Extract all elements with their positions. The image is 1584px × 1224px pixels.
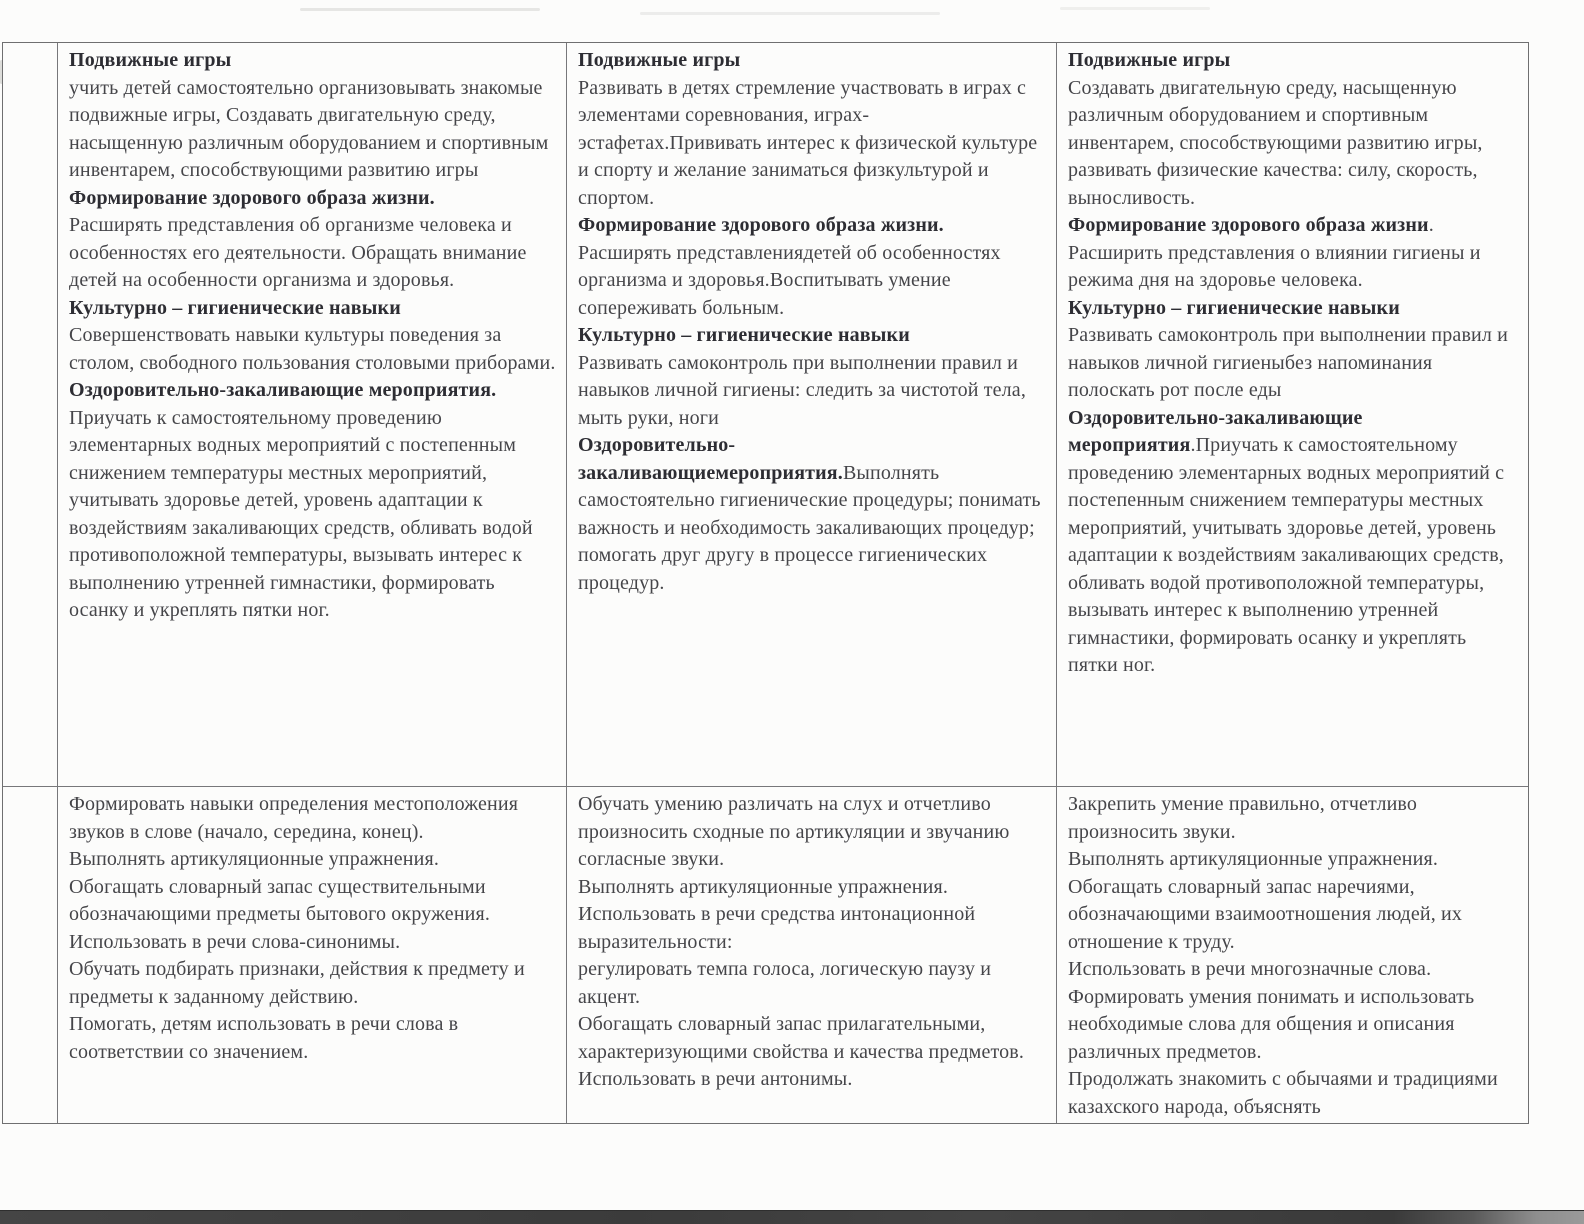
text-run: Продолжать знакомить с обычаями и традициями казахского народа, объяснять [1068, 1068, 1498, 1118]
bold-run: Формирование здорового образа жизни [1068, 214, 1429, 236]
paragraph [1068, 956, 1518, 984]
paragraph [1068, 984, 1518, 1067]
text-run: помогать друг другу в процессе гигиенических процедур. [578, 544, 988, 594]
paragraph [578, 874, 1046, 902]
bold-run: Культурно – гигиенические навыки [578, 324, 910, 346]
bold-run: Формирование здорового образа жизни. [578, 214, 944, 236]
table-cell [567, 43, 1057, 787]
paragraph [578, 240, 1046, 323]
paragraph [69, 874, 556, 929]
paragraph [578, 212, 1046, 240]
paragraph [1068, 295, 1518, 323]
paragraph [1068, 791, 1518, 846]
text-run: Помогать, детям использовать в речи слова в соответствии со значением. [69, 1013, 459, 1063]
text-run: Использовать в речи антонимы. [578, 1068, 853, 1090]
table-cell [567, 787, 1057, 1123]
paragraph [1068, 846, 1518, 874]
bold-run: Оздоровительно-закаливающиемероприятия. [578, 434, 843, 484]
paragraph [578, 1066, 1046, 1094]
bold-run: Формирование здорового образа жизни. [69, 186, 435, 209]
paragraph [578, 956, 1046, 1011]
text-run: . [1428, 214, 1434, 236]
paragraph [1068, 240, 1518, 295]
text-run: Использовать в речи многозначные слова. [1068, 958, 1432, 980]
paragraph [578, 47, 1046, 75]
text-run: Развивать самоконтроль при выполнении правил и навыков личной гигиены: следить за чистотой тела, мыть руки, ноги [578, 351, 1026, 429]
paragraph [69, 295, 556, 323]
paragraph [69, 956, 556, 1011]
text-run: Выполнять артикуляционные упражнения. [69, 848, 440, 870]
paragraph [1068, 322, 1518, 405]
text-run: Использовать в речи средства интонационной выразительности: [578, 903, 976, 953]
paragraph [69, 75, 556, 185]
text-run: регулировать темпа голоса, логическую паузу и акцент. [578, 958, 992, 1008]
text-run: Обогащать словарный запас прилагательными, характеризующими свойства и качества предметов. [578, 1013, 1025, 1063]
text-run: Расширять представления об организме человека и особенностях его деятельности. Обращать внимание детей на особенности организма и здоровья. [69, 214, 527, 291]
bold-run: Оздоровительно-закаливающие мероприятия [1068, 406, 1363, 456]
paragraph [1068, 1066, 1518, 1121]
curriculum-table [2, 42, 1529, 1124]
paragraph [69, 47, 556, 75]
scan-smudge [640, 12, 940, 15]
text-run: Закрепить умение правильно, отчетливо произносить звуки. [1068, 793, 1418, 843]
text-run: Совершенствовать навыки культуры поведения за столом, свободного пользования столовыми приборами. [69, 324, 556, 374]
text-run: Выполнять артикуляционные упражнения. [1068, 848, 1439, 870]
text-run: Выполнять самостоятельно гигиенические процедуры; понимать важность и необходимость закаливающих процедур; [578, 461, 1041, 539]
paragraph [578, 1011, 1046, 1066]
text-run: Обогащать словарный запас наречиями, обозначающими взаимоотношения людей, их отношение к труду. [1068, 875, 1463, 953]
paragraph [1068, 405, 1518, 680]
bold-run: Культурно – гигиенические навыки [1068, 296, 1400, 319]
bold-run: Культурно – гигиенические навыки [69, 296, 401, 319]
paragraph [1068, 874, 1518, 957]
text-run: Обучать умению различать на слух и отчетливо произносить сходные по артикуляции и звучанию согласные звуки. [578, 793, 1010, 870]
text-run: Развивать самоконтроль при выполнении правил и навыков личной гигиеныбез напоминания полоскать рот после еды [1068, 324, 1509, 401]
scan-smudge [300, 8, 540, 11]
text-run: Создавать двигательную среду, насыщенную различным оборудованием и спортивным инвентарем, способствующими развитию игры, развивать физические качества: силу, скорость, выносливость. [1068, 76, 1483, 209]
table-cell [1057, 43, 1528, 787]
paragraph [69, 377, 556, 625]
paragraph [69, 322, 556, 377]
scan-smudge [1060, 7, 1210, 10]
table-cell [58, 787, 567, 1123]
text-run: Выполнять артикуляционные упражнения. [578, 875, 949, 898]
text-run: Обучать подбирать признаки, действия к предмету и предметы к заданному действию. [69, 958, 525, 1008]
text-run: Обогащать словарный запас существительными обозначающими предметы бытового окружения. [69, 875, 491, 925]
gutter-cell [3, 787, 58, 1123]
text-run: Расширять представлениядетей об особенностях организма и здоровья.Воспитывать умение сопереживать больным. [578, 241, 1001, 319]
text-run: .Приучать к самостоятельному проведению элементарных водных мероприятий с постепенным снижением температуры местных мероприятий, учитывать здоровье детей, уровень адаптации к воздействиям закаливающих средств, обливать водой противоположной температуры, вызывать интерес к выполнению утренней гимнастики, формировать осанку и укреплять пятки ног. [1068, 434, 1505, 676]
gutter-cell [3, 43, 58, 787]
paragraph [1068, 212, 1518, 240]
paragraph [578, 791, 1046, 874]
paragraph [578, 542, 1046, 597]
bold-run: Подвижные игры [1068, 49, 1231, 71]
paragraph [578, 432, 1046, 542]
paragraph [69, 791, 556, 846]
paragraph [69, 929, 556, 957]
table-cell [1057, 787, 1528, 1123]
table-cell [58, 43, 567, 787]
paragraph [578, 322, 1046, 350]
bold-run: Подвижные игры [578, 49, 741, 71]
text-run: учить детей самостоятельно организовывать знакомые подвижные игры, Создавать двигательную среду, насыщенную различным оборудованием и спортивным инвентарем, способствующими развитию игры [69, 76, 549, 181]
paragraph [69, 1011, 556, 1066]
bold-run: Подвижные игры [69, 49, 232, 71]
paragraph [1068, 47, 1518, 75]
text-run: Приучать к самостоятельному проведению элементарных водных мероприятий с постепенным снижением температуры местных мероприятий, учитывать здоровье детей, уровень адаптации к воздействиям закаливающих средств, обливать водой противоположной температуры, вызывать интерес к выполнению утренней гимнастики, формировать осанку и укреплять пятки ног. [69, 406, 533, 621]
paragraph [578, 75, 1046, 213]
paragraph [578, 901, 1046, 956]
text-run: Развивать в детях стремление участвовать в играх с элементами соревнования, играх-эстафетах.Прививать интерес к физической культуре и спорту и желание заниматься физкультурой и спортом. [578, 76, 1038, 209]
text-run: Использовать в речи слова-синонимы. [69, 930, 401, 953]
paragraph [69, 212, 556, 295]
paragraph [69, 846, 556, 874]
bold-run: Оздоровительно-закаливающие мероприятия. [69, 379, 497, 401]
scanner-edge-bar [0, 1210, 1584, 1224]
text-run: Формировать умения понимать и использовать необходимые слова для общения и описания различных предметов. [1068, 985, 1475, 1063]
text-run: Формировать навыки определения местоположения звуков в слове (начало, середина, конец). [69, 793, 519, 843]
text-run: Расширить представления о влиянии гигиены и режима дня на здоровье человека. [1068, 241, 1481, 291]
paragraph [1068, 75, 1518, 213]
paragraph [578, 350, 1046, 433]
paragraph [69, 185, 556, 213]
